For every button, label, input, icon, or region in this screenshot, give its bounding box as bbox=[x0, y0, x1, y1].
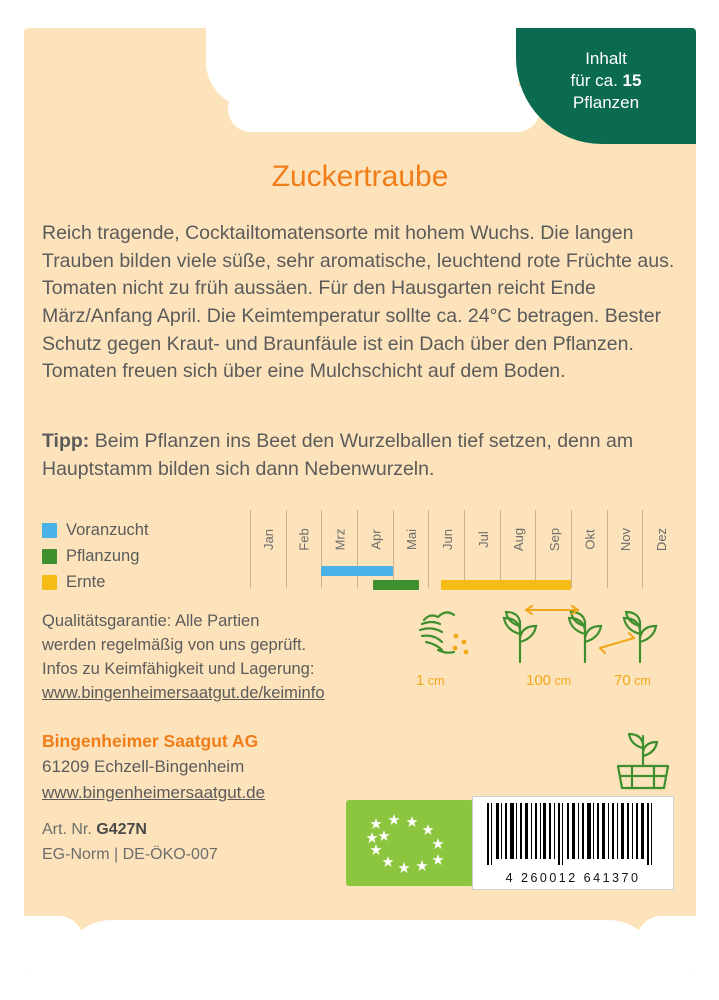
calendar-month-jan bbox=[250, 510, 287, 588]
article-block bbox=[42, 818, 218, 868]
calendar-month-mai bbox=[393, 510, 430, 588]
calendar-month-feb bbox=[286, 510, 323, 588]
legend-item-ernte bbox=[42, 572, 149, 593]
company-city: 61209 Echzell-Bingenheim bbox=[42, 757, 245, 777]
month-label: Okt bbox=[582, 529, 598, 550]
sowing-depth-label bbox=[416, 672, 445, 689]
month-label: Nov bbox=[617, 527, 633, 552]
quality-guarantee bbox=[42, 610, 402, 706]
row-spacing-unit: cm bbox=[554, 674, 572, 688]
calendar-months-grid bbox=[250, 510, 678, 600]
tip-label: Tipp: bbox=[42, 430, 90, 452]
hang-hole-slot bbox=[228, 86, 540, 132]
plant-spacing-unit: cm bbox=[634, 674, 651, 688]
eu-leaf-stars-icon bbox=[346, 800, 474, 886]
tip-text: Beim Pflanzen ins Beet den Wurzelballen tief setzen, denn am Hauptstamm bilden sich dann Nebenwurzeln. bbox=[42, 430, 634, 480]
hand-sowing-icon bbox=[414, 606, 476, 664]
legend-item-voranzucht bbox=[42, 520, 149, 541]
description-text: Reich tragende, Cocktailtomatensorte mit hohem Wuchs. Die langen Trauben bilden viele süße, sehr aromatische, leuchtend rote Früchte aus. Tomaten nicht zu früh aussäen. Für den Hausgarten reicht Ende März/Anfang April. Die Keimtemperatur sollte ca. 24°C betragen. Bester Schutz gegen Kraut- und Braunfäule ist ein Dach über den Pflanzen. Tomaten freuen sich über eine Mulchschicht auf dem Boden. bbox=[42, 222, 675, 383]
legend-label: Pflanzung bbox=[66, 547, 140, 565]
barcode bbox=[472, 796, 674, 890]
row-spacing-label bbox=[526, 672, 571, 689]
month-label: Sep bbox=[546, 527, 562, 552]
month-label: Feb bbox=[296, 528, 312, 551]
calendar-month-nov bbox=[607, 510, 644, 588]
sowing-depth-unit: cm bbox=[427, 674, 445, 688]
calendar-month-jul bbox=[464, 510, 501, 588]
company-website-link[interactable]: www.bingenheimersaatgut.de bbox=[42, 782, 266, 802]
month-label: Mrz bbox=[332, 528, 348, 551]
calendar-bar-ernte bbox=[441, 580, 571, 590]
article-label: Art. Nr. bbox=[42, 821, 92, 838]
sowing-calendar bbox=[42, 510, 678, 600]
badge-line-2 bbox=[516, 70, 696, 92]
manufacturer-address bbox=[42, 728, 265, 805]
badge-line-1: Inhalt bbox=[585, 49, 627, 68]
calendar-month-mrz bbox=[321, 510, 358, 588]
germination-info-link[interactable]: www.bingenheimersaatgut.de/keiminfo bbox=[42, 683, 325, 702]
row-spacing-value: 100 bbox=[526, 672, 552, 689]
legend-label: Voranzucht bbox=[66, 521, 149, 539]
legend-swatch-icon bbox=[42, 523, 57, 538]
plant-spacing-icon bbox=[500, 604, 670, 668]
seed-tray-icon bbox=[612, 728, 674, 792]
legend-swatch-icon bbox=[42, 575, 57, 590]
eu-organic-leaf-logo bbox=[346, 800, 474, 886]
badge-count: 15 bbox=[622, 70, 642, 90]
calendar-legend bbox=[42, 520, 149, 598]
badge-prefix: für ca. bbox=[570, 70, 618, 90]
calendar-month-sep bbox=[535, 510, 572, 588]
calendar-bar-pflanzung bbox=[373, 580, 419, 590]
quality-line-3: Infos zu Keimfähigkeit und Lagerung: bbox=[42, 659, 315, 678]
legend-item-pflanzung bbox=[42, 546, 149, 567]
legend-label: Ernte bbox=[66, 573, 106, 591]
content-badge bbox=[516, 28, 696, 144]
sowing-depth-value: 1 bbox=[416, 672, 425, 689]
variety-title: Zuckertraube bbox=[271, 160, 449, 193]
plant-spacing-value: 70 bbox=[614, 672, 631, 689]
month-label: Apr bbox=[368, 529, 384, 550]
quality-line-1: Qualitätsgarantie: Alle Partien bbox=[42, 612, 260, 630]
eg-norm: EG-Norm | DE-ÖKO-007 bbox=[42, 845, 218, 863]
month-label: Jan bbox=[261, 529, 277, 550]
bottom-right-cutout bbox=[636, 916, 696, 972]
seed-packet-back bbox=[24, 28, 696, 972]
calendar-bar-voranzucht bbox=[321, 566, 392, 576]
calendar-month-okt bbox=[571, 510, 608, 588]
tip-block bbox=[42, 428, 678, 483]
pictogram-group bbox=[414, 606, 684, 716]
article-number-line bbox=[42, 818, 218, 843]
bottom-left-cutout bbox=[24, 916, 84, 972]
month-label: Aug bbox=[510, 527, 526, 552]
barcode-bars-icon bbox=[473, 799, 671, 869]
month-label: Jul bbox=[475, 531, 491, 548]
company-name: Bingenheimer Saatgut AG bbox=[42, 731, 259, 751]
calendar-month-aug bbox=[500, 510, 537, 588]
article-number: G427N bbox=[96, 821, 147, 838]
quality-line-2: werden regelmäßig von uns geprüft. bbox=[42, 635, 307, 654]
calendar-month-apr bbox=[357, 510, 394, 588]
month-label: Dez bbox=[653, 527, 669, 552]
plant-spacing-label bbox=[614, 672, 651, 689]
barcode-digits: 4 260012 641370 bbox=[505, 871, 641, 885]
badge-line-3: Pflanzen bbox=[572, 92, 640, 112]
calendar-month-dez bbox=[642, 510, 679, 588]
legend-swatch-icon bbox=[42, 549, 57, 564]
bottom-cutout bbox=[60, 920, 660, 972]
calendar-month-jun bbox=[428, 510, 465, 588]
month-label: Jun bbox=[439, 529, 455, 550]
month-label: Mai bbox=[403, 529, 419, 550]
